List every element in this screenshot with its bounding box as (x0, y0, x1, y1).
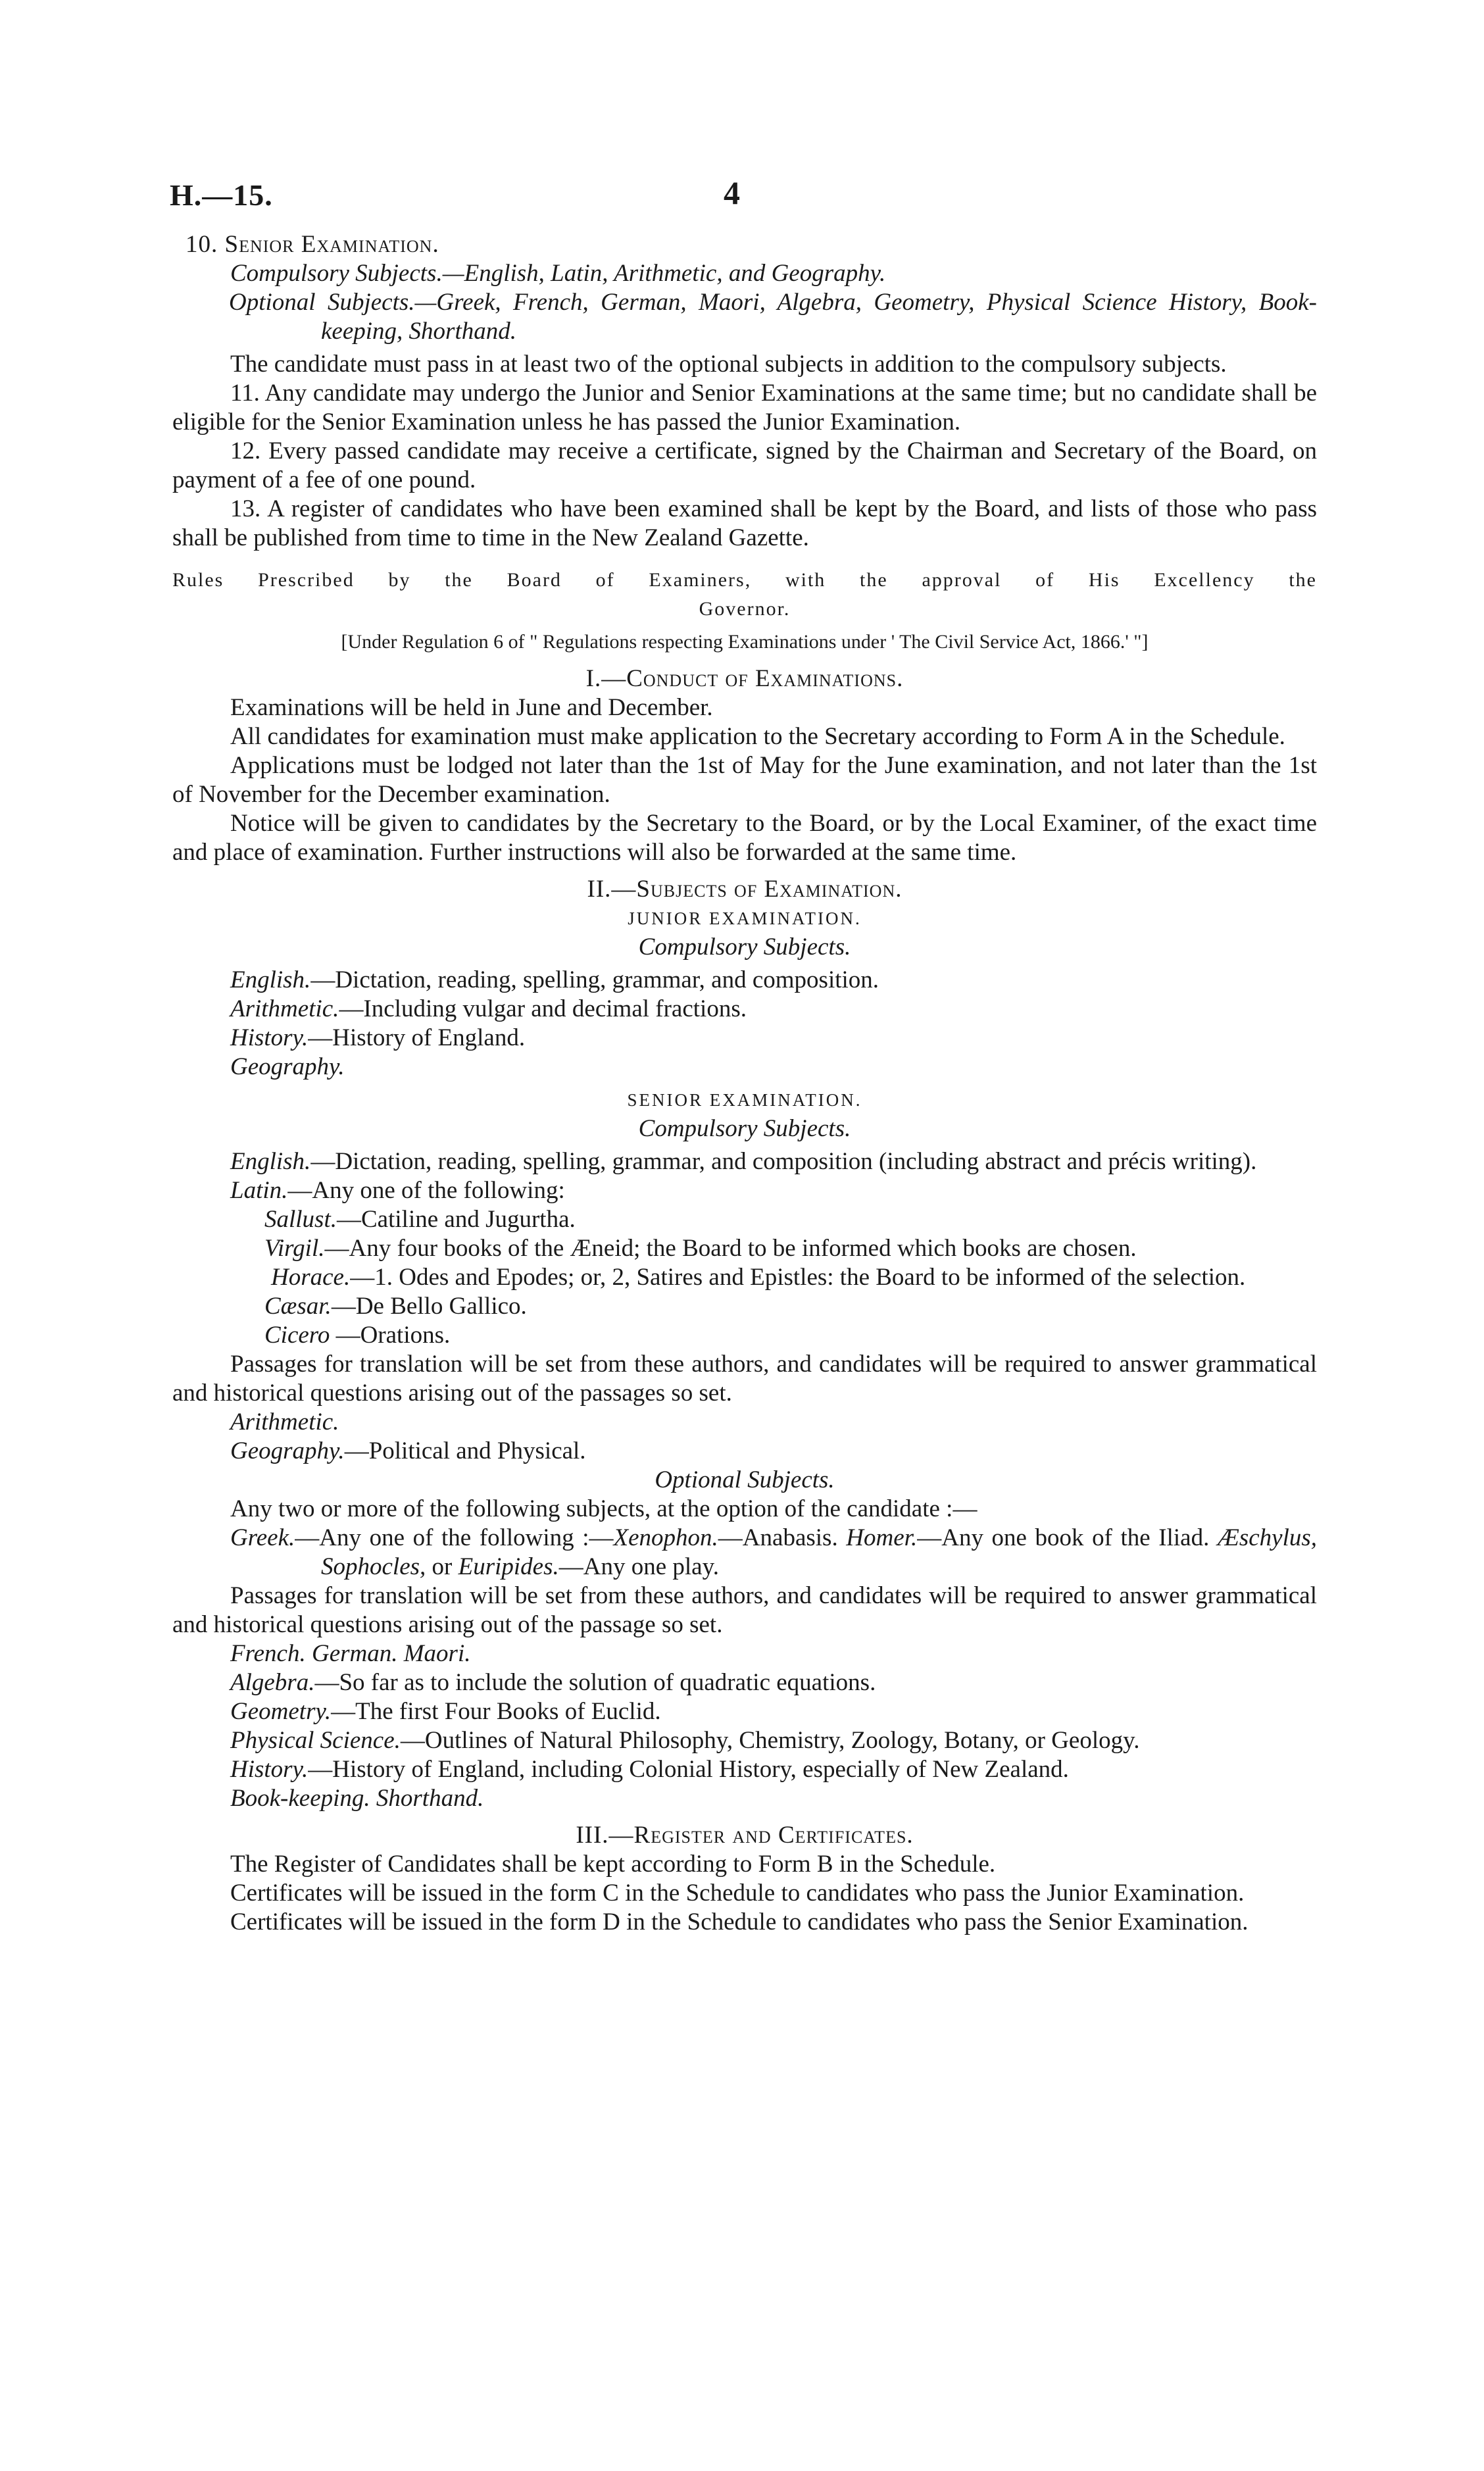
paragraph-11: 11. Any candidate may undergo the Junior and Senior Examinations at the same time; but no candidate shall be eligible for the Senior Examination unless he has passed the Junior Examination. (172, 380, 1317, 436)
conduct-paragraph-2: All candidates for examination must make application to the Secretary according to Form A in the Schedule. (230, 723, 1285, 750)
senior-certificate-paragraph: Certificates will be issued in the form D in the Schedule to candidates who pass the Senior Examination. (230, 1909, 1249, 1935)
optional-rule-paragraph: The candidate must pass in at least two of the optional subjects in addition to the compulsory subjects. (230, 351, 1227, 378)
page-header (170, 174, 1314, 217)
optional-physical-science: Physical Science.—Outlines of Natural Philosophy, Chemistry, Zoology, Botany, or Geology. (230, 1727, 1140, 1754)
senior-examination-heading: SENIOR EXAMINATION. (627, 1090, 862, 1110)
latin-cicero: Cicero —Orations. (264, 1322, 451, 1349)
junior-history: History.—History of England. (230, 1024, 526, 1051)
rules-regulation-note: [Under Regulation 6 of " Regulations respecting Examinations under ' The Civil Service Act, 1866.' "] (341, 631, 1149, 653)
section-ii-heading: II.—Subjects of Examination. (587, 876, 903, 903)
optional-languages: French. German. Maori. (230, 1640, 471, 1667)
latin-horace: Horace.—1. Odes and Epodes; or, 2, Satires and Epistles: the Board to be informed of the selection. (271, 1264, 1246, 1291)
senior-compulsory-subjects: Compulsory Subjects.—English, Latin, Arithmetic, and Geography. (230, 260, 886, 287)
rules-title-governor: Governor. (699, 598, 791, 620)
latin-passages-note: Passages for translation will be set from these authors, and candidates will be required to answer grammatical and historical questions arising out of the passages so set. (172, 1351, 1317, 1407)
section-i-heading: I.—Conduct of Examinations. (585, 665, 904, 692)
paragraph-13: 13. A register of candidates who have been examined shall be kept by the Board, and lists of those who pass shall be published from time to time in the New Zealand Gazette. (172, 495, 1317, 551)
section-10-title: 10. Senior Examination. (186, 231, 439, 258)
page-number: 4 (724, 174, 740, 211)
conduct-paragraph-1: Examinations will be held in June and December. (230, 694, 713, 721)
junior-english: English.—Dictation, reading, spelling, grammar, and composition. (230, 966, 879, 993)
junior-compulsory-heading: Compulsory Subjects. (638, 934, 851, 961)
senior-geography: Geography.—Political and Physical. (230, 1437, 586, 1464)
paragraph-12: 12. Every passed candidate may receive a certificate, signed by the Chairman and Secretary of the Board, on payment of a fee of one pound. (172, 437, 1317, 493)
document-reference: H.—15. (170, 178, 273, 212)
section-iii-heading: III.—Register and Certificates. (576, 1822, 914, 1849)
senior-english: English.—Dictation, reading, spelling, grammar, and composition (including abstract and précis writing). (230, 1148, 1257, 1175)
latin-caesar: Cæsar.—De Bello Gallico. (264, 1293, 527, 1320)
optional-subjects-heading: Optional Subjects. (655, 1466, 835, 1493)
optional-greek: Greek.—Any one of the following :—Xenophon.—Anabasis. Homer.—Any one book of the Iliad. Æschylus, Sophocles, or Euripides.—Any one play. (230, 1524, 1318, 1580)
senior-arithmetic: Arithmetic. (230, 1409, 339, 1435)
junior-certificate-paragraph: Certificates will be issued in the form C in the Schedule to candidates who pass the Junior Examination. (230, 1880, 1245, 1907)
junior-examination-heading: JUNIOR EXAMINATION. (628, 909, 862, 928)
senior-optional-subjects: Optional Subjects.—Greek, French, German, Maori, Algebra, Geometry, Physical Science History, Book-keeping, Shorthand. (229, 289, 1317, 345)
greek-passages-note: Passages for translation will be set from these authors, and candidates will be required to answer grammatical and historical questions arising out of the passage so set. (172, 1582, 1317, 1638)
senior-compulsory-heading: Compulsory Subjects. (638, 1115, 851, 1142)
optional-bookkeeping-shorthand: Book-keeping. Shorthand. (230, 1785, 484, 1812)
conduct-paragraph-4: Notice will be given to candidates by the Secretary to the Board, or by the Local Examiner, of the exact time and place of examination. Further instructions will also be forwarded at the same time. (172, 810, 1317, 866)
junior-geography: Geography. (230, 1053, 345, 1080)
conduct-paragraph-3: Applications must be lodged not later than the 1st of May for the June examination, and not later than the 1st of November for the December examination. (172, 752, 1317, 808)
optional-intro: Any two or more of the following subjects, at the option of the candidate :— (230, 1495, 977, 1522)
optional-algebra: Algebra.—So far as to include the solution of quadratic equations. (230, 1669, 876, 1696)
latin-sallust: Sallust.—Catiline and Jugurtha. (264, 1206, 576, 1233)
optional-history: History.—History of England, including Colonial History, especially of New Zealand. (230, 1756, 1069, 1783)
latin-virgil: Virgil.—Any four books of the Æneid; the Board to be informed which books are chosen. (264, 1235, 1137, 1262)
page-body (172, 230, 1317, 1937)
register-paragraph: The Register of Candidates shall be kept according to Form B in the Schedule. (230, 1851, 996, 1878)
rules-title: Rules Prescribed by the Board of Examiners, with the approval of His Excellency the (172, 569, 1317, 591)
junior-arithmetic: Arithmetic.—Including vulgar and decimal fractions. (230, 995, 747, 1022)
senior-latin: Latin.—Any one of the following: (230, 1177, 565, 1204)
optional-geometry: Geometry.—The first Four Books of Euclid. (230, 1698, 661, 1725)
